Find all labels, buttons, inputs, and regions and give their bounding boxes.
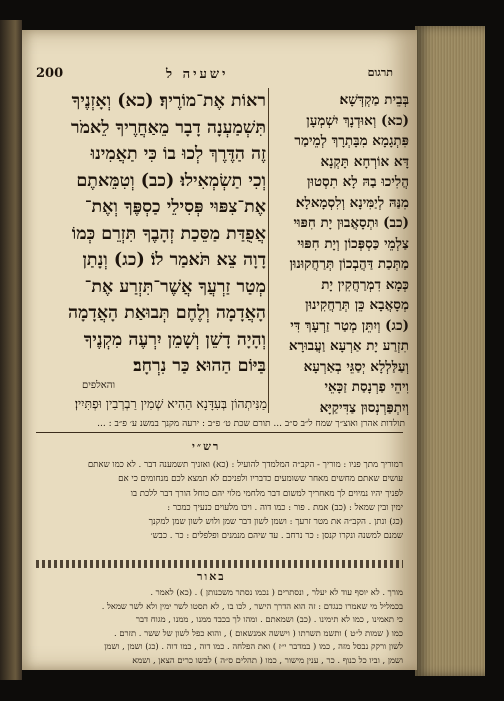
targum-footline: מַנִּיתְהוֹן בְּעִדָּנָא הַהִיא שְׁמִין רַבְרְבִין וּפְתִּיִין׃	[74, 396, 267, 411]
biur-title: באור	[197, 570, 226, 583]
page-number: 200	[36, 66, 64, 81]
main-text-line: אֶת־צִפּוּי פְּסִילֵי כַסְפֶּךָ וְאֶת־	[84, 197, 266, 217]
main-text-line: אֲפֻדַּת מַסֵּכַת זְהָבֶךָ תִּזְרֵם כְּמוֹ	[71, 223, 266, 244]
facing-page-edge	[0, 20, 22, 680]
targum-line: מַתְּכַת דַּהֲבְכוֹן תְּרַחֲקוּנוּן	[289, 256, 409, 272]
catchword: והאלפים	[82, 380, 116, 391]
ornamental-divider	[36, 560, 403, 568]
targum-line: הֲלִיכוּ בַהּ לָא תִסְטוּן	[307, 174, 409, 190]
targum-line: מְסָאֲבָא כֵּן תְּרַחֲקִינוּן	[305, 297, 409, 313]
book-page-edges	[415, 26, 485, 676]
biur-line: כי תאמינו , כמו לא תימינו . (כב) ושמאתם . ומהו לך בכבד ממנו , ממנו , מגוח דבר	[135, 614, 403, 624]
main-text-line: בַּיּוֹם הַהוּא כַּר נִרְחָב׃	[133, 356, 266, 376]
targum-line: בְּבֵית מַקְדְּשָׁא׃	[339, 92, 409, 108]
targum-line: פִּתְגָמָא מִבָּתְרָךְ לְמֵימַר	[294, 133, 409, 149]
rashi-line: ימין ובין שמאל : (כב) אמת . פור : כמו דוה . ויכו מלעוים כנעיך כמכר :	[167, 502, 403, 513]
section-rule	[36, 432, 403, 433]
targum-line: כְּמָא דִמְרַחֲקִין יָת	[321, 276, 409, 293]
biur-commentary	[34, 586, 403, 667]
main-text-line: ראוֹת אֶת־מוֹרֶיךָ׃ (כא) וְאָזְנֶיךָ	[71, 91, 266, 111]
cross-reference-note: תולדות אהרן ואוצ״ך שמח ל״ב ס״ב ... תורם שכת ט׳ פ״ב : ירעה מקנך במשנ ע׳ פ״ב : ...	[97, 419, 405, 429]
column-divider	[268, 88, 269, 413]
rashi-line: לפניך יהיו נמיוים לך מאחריך למשום דבר מלחמי מלוי יהם כוחל הורך דבר ללכת בו	[130, 488, 403, 499]
biur-line: בכמליל מי שאמרו כנגדם : זה הוא הדרך הישר , לכו בו , לא תסטו לשר ימין ולא לשר שמאל .	[101, 600, 403, 611]
main-text-line: תִּשְׁמַעְנָה דָבָר מֵאַחֲרֶיךָ לֵאמֹר	[71, 117, 266, 138]
targum-line: דָּא אוֹרְחָא תָּקְנָא	[320, 153, 409, 170]
main-text-line: דָוָה צֵא תֹּאמַר לוֹ׃ (כג) וְנָתַן	[82, 250, 266, 270]
book-page	[22, 30, 417, 670]
rashi-line: (כג) ונתן . הקב״ה את מטר זרעך : ושמן לשון דבר שמן ולוש לשון שמן למקנך	[148, 517, 403, 528]
biur-line: ושמן , וביו כל כנוף . כר , ענין מישור , כמו ( תהלים ס״ה ) לבשו כרים הצאן , ושמא	[132, 654, 403, 665]
page-header	[36, 66, 403, 86]
targum-line: וִיהֵי פַרְנָסַת זַכָּאֵי	[324, 379, 409, 395]
main-text-line: וְכִי תַשְׂמְאִילוּ׃ (כב) וְטִמֵּאתֶם	[76, 170, 266, 191]
targum-line: (כג) וְיִתֵּן מְטַר זַרְעָךְ דִּי	[290, 317, 409, 334]
rashi-line: עושים שאתם מחשים מאחר ששומעים כדבריו ולפניכם לא תמצא לכם מנחומים כי אם	[118, 474, 403, 485]
rashi-title: רש״י	[192, 440, 221, 453]
rashi-line: רמוריך מתך פניו : מוריך - הקב״ה המלמדך להועיל : (כא) ואזניך תשמענה דבר . לא כמו שאתם	[87, 460, 403, 470]
main-text-line: וְהָיָה דָשֵׁן וְשָׁמֵן יִרְעֶה מִקְנֶיךָ	[83, 329, 266, 350]
targum-line: צַלְמֵי כַּסְפְּכוֹן וְיָת חִפּוּי	[297, 235, 409, 252]
targum-line: תִזְרַע יָת אַרְעָא וַעֲבוּרָא	[288, 338, 409, 354]
main-text-line: מְטַר זַרְעֲךָ אֲשֶׁר־תִּזְרַע אֶת־	[84, 276, 266, 297]
biur-line: מורך . לא יוסף עוד לא יעלר , ונסתרים ( נכמו נסתר משכנותן ) . (כא) לאמר .	[150, 587, 403, 597]
targum-line: וְיִתְפַּרְנְסוּן צַדִּיקַיָּא	[319, 399, 409, 416]
targum-heading: תרגום	[367, 66, 393, 79]
rashi-commentary	[34, 458, 403, 544]
targum-line: (כב) וּתְסָאֲבוּן יָת חִפּוּי	[293, 215, 409, 231]
targum-line: (כא) וְאוּדְנָךְ יִשְׁמְעָן	[306, 112, 409, 129]
running-head: ישעיה ל	[166, 67, 229, 82]
targum-line: מִנַּהּ לְיַמִּינָא וְלִסְמָאלָא׃	[295, 194, 409, 211]
targum-column	[277, 90, 409, 418]
rashi-line: שמנם למשנה ונקרו קנסן : כר נרחב . עד שיהם מנמנים ופלפלים : כר . כבש׳	[150, 531, 403, 542]
main-text-column	[34, 88, 266, 380]
biur-line: כמו ( שמות ל״ט ) ותשמ תשרתו ( ויששה אמנשאום ) , והוא כפל לשון של ששר . תזרם .	[114, 627, 403, 638]
main-text-line: זֶה הַדֶּרֶךְ לְכוּ בוֹ כִּי תַאֲמִינוּ	[90, 144, 266, 164]
targum-line: וְעַלַּלְלָא יְסַגֵּי בְאַרְעָא	[303, 358, 409, 375]
main-text-line: הָאֲדָמָה וְלֶחֶם תְּבוּאַת הָאֲדָמָה	[67, 303, 266, 323]
biur-line: לשון ורקק נבסל מזה , כמו ( במדבר י״ז ) ואת הפלחה . כמו דוה , כמו דוה . (כג) ושמן , ושמן	[104, 641, 403, 651]
